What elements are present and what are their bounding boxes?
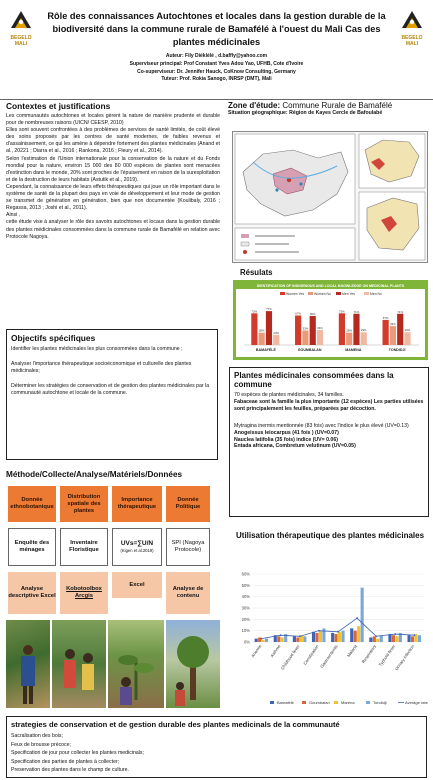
- bar: [395, 636, 398, 642]
- poster-title: Rôle des connaissances Autochtones et locales dans la gestion durable de la biodiversité dans la commune rurale de Bamafélé à l'ouest du Mali Cas des plantes médicinales: [47, 11, 386, 47]
- average-point: [280, 634, 282, 636]
- bar: [296, 637, 299, 642]
- method-heading: Méthode/Collecte/Analyse/Matériels/Données: [6, 470, 183, 479]
- context-section: [6, 101, 220, 323]
- bar: [353, 314, 359, 345]
- therapeutic-heading: Utilisation thérapeutique des plantes médicinales: [236, 531, 425, 540]
- bar: [376, 639, 379, 642]
- field-photo: [6, 620, 50, 708]
- bar: [312, 632, 315, 642]
- legend-swatch: [270, 701, 274, 704]
- y-tick-label: 50%: [241, 582, 250, 588]
- bar: [258, 637, 261, 642]
- bar: [302, 330, 308, 345]
- legend-label: Tondidji: [373, 700, 387, 705]
- strategy-item: Specification des parties de plantes à collecter;: [11, 758, 120, 765]
- data-label: 77%: [266, 307, 272, 312]
- author-line: Auteur: Fily Diéklélé , d.baffly@yahoo.com: [165, 53, 268, 59]
- data-label: 67%: [295, 311, 301, 316]
- y-tick-label: 20%: [241, 616, 250, 622]
- legend-label: Men Yes: [342, 292, 356, 296]
- logo-right-text: BEGELO MALI: [401, 35, 423, 47]
- bar: [411, 636, 414, 642]
- data-label: 29%: [404, 328, 411, 333]
- y-tick-label: 0%: [243, 639, 250, 645]
- bar: [354, 631, 357, 642]
- category-label: Malaria: [345, 643, 358, 658]
- bar: [404, 332, 410, 345]
- objective-item: Identifier les plantes médicinales les plus consommées dans la commune ;: [11, 346, 183, 352]
- consumed-line: 70 espèces de plantes médicinales, 34 familles.: [234, 392, 344, 398]
- bar: [357, 626, 360, 642]
- average-point: [414, 634, 416, 636]
- category-label: Typhoid fever: [377, 643, 397, 668]
- legend-label: Men No: [370, 292, 382, 296]
- bar: [295, 316, 301, 345]
- category-label: Gastroenteritis: [319, 643, 339, 669]
- objectives-box: [6, 329, 218, 460]
- logo-right: [399, 8, 425, 47]
- y-tick-label: 30%: [241, 605, 250, 611]
- context-paragraph: Elles sont souvent confrontées à des problèmes de services de santé limités, de coût élevé des soins proposés par les centres de santé modernes, de faibles revenus et d'assainissement, ce qui les amène à dépendre fortement des plantes médicinales (Anand et al., 20221 ; Diarra et al., 2016 ; Rankona, 2016 ; Fleury et al., 2014).: [6, 127, 220, 155]
- average-point: [318, 630, 320, 632]
- method-tile-enquete: Enquête des ménages: [8, 528, 56, 566]
- uvs-citation: (Kigen et al.2019): [120, 548, 154, 553]
- consumed-line: Anogeissus leiocarpus (41 fois ) (UV=0.07): [234, 429, 339, 436]
- bar: [335, 634, 338, 642]
- poster-header: [0, 0, 433, 97]
- data-label: 71%: [353, 309, 360, 314]
- person-icon: [6, 620, 50, 708]
- legend-swatch: [366, 701, 370, 704]
- context-body: [6, 113, 220, 241]
- consumed-line: Entada africana, Combretum velutinum (UV=0.05): [234, 443, 356, 450]
- category-label: MAMENA: [345, 348, 362, 352]
- average-point: [337, 631, 339, 633]
- data-label: 71%: [397, 309, 403, 314]
- field-photo: [108, 620, 164, 708]
- legend-label: Women No: [314, 292, 331, 296]
- strategy-item: Feux de brousse précoce;: [11, 741, 71, 748]
- y-tick-label: 40%: [241, 594, 250, 600]
- data-label: 28%: [346, 328, 352, 333]
- context-paragraph: Cependant, la connaissance de leurs effets thérapeutiques qui joue un rôle important dans le système de santé de la plupart des pays en voie de développement et leur mode de gestion se transmet de génération en génération, bien que non documentée (Koulibaly, 2016 ; Regassa, 2013 ; Joshi et al., 2011).: [6, 183, 220, 212]
- data-label: 72%: [251, 309, 258, 314]
- bar: [407, 635, 410, 642]
- method-tile-uvs: [112, 528, 162, 566]
- legend-swatch: [336, 292, 341, 295]
- bar: [277, 636, 280, 642]
- zone-heading-label: Zone d'étude:: [228, 101, 281, 110]
- zone-subtitle: Situation géographique: Région de Kayes Cercle de Bafoulabé: [228, 110, 383, 116]
- legend-swatch: [334, 701, 338, 704]
- average-point: [394, 633, 396, 635]
- category-label: TONDIDJI: [388, 348, 406, 352]
- zone-heading-value: Commune Rurale de Bamafélé: [280, 101, 393, 110]
- category-label: Constipation: [302, 643, 320, 666]
- legend-label: Average rate: [405, 700, 428, 705]
- bar: [338, 632, 341, 642]
- chart-knowledge-title: IDENTIFICATION OF INDIGENOUS AND LOCAL KNOWLEDGE ON MEDICINAL PLANTS: [236, 283, 425, 289]
- data-label: 57%: [382, 315, 389, 320]
- objectives-heading: Objectifs spécifiques: [11, 333, 96, 343]
- objectives-list: [11, 346, 213, 397]
- bar: [259, 333, 265, 345]
- people-icon: [52, 620, 106, 708]
- bar: [397, 314, 403, 345]
- data-label: 33%: [302, 326, 309, 331]
- chart-therapeutic-svg: [232, 566, 428, 710]
- bar: [266, 311, 272, 345]
- bar: [369, 637, 372, 642]
- bar: [265, 639, 268, 642]
- context-paragraph: cette étude vise à analyser le rôle des savoirs autochtones et locaux dans la gestion durable des plantes médicinales consommées dans la commune rurale de Bamafélé en relation avec Protocole Nagoya.: [6, 219, 220, 240]
- method-tile-ethnobotanique: Donnée ethnobotanique: [8, 486, 56, 522]
- bar: [388, 634, 391, 642]
- legend-label: Maréna: [341, 700, 355, 705]
- bar: [293, 636, 296, 642]
- chart-therapeutic: [232, 566, 428, 710]
- zone-map: [232, 131, 428, 263]
- category-label: Respiratory: [360, 643, 378, 665]
- map-icon: [233, 132, 429, 264]
- bar: [310, 316, 316, 345]
- bar: [373, 636, 376, 642]
- strategies-box: [6, 716, 427, 778]
- context-paragraph: Ainsi ,: [6, 212, 21, 219]
- average-point: [261, 638, 263, 640]
- method-tile-kobotoolbox: Kobotoolbox Arcgis: [60, 572, 108, 614]
- bar: [390, 326, 396, 345]
- category-label: Asthme: [269, 643, 282, 659]
- bar: [281, 637, 284, 642]
- method-tile-importance: Importance thérapeutique: [112, 486, 162, 522]
- consumed-line: Mytragina inermis mentionnée (83 fois) avec l'indice le plus élevé (UV=0.13): [234, 422, 409, 429]
- supervisor-line: Superviseur principal: Prof Constant Yves Adou Yao, UFHB, Cote d'Ivoire: [129, 60, 304, 67]
- method-tile-analyse-contenu: Analyse de contenu: [166, 572, 210, 614]
- results-heading: Résulats: [240, 268, 273, 277]
- data-label: 43%: [390, 322, 396, 327]
- bar: [255, 639, 258, 642]
- bar: [273, 335, 279, 345]
- category-label: Urinary infection: [393, 643, 416, 672]
- context-paragraph: Les communautés autochtones et locales gèrent la nature de manière prudente et durable pour de nombreuses raisons (UICN/ CEESP, 2010): [6, 113, 220, 127]
- method-tile-analyse-descriptive: Analyse descriptive Excel: [8, 572, 56, 614]
- logo-left-text: BEGELO MALI: [10, 35, 32, 47]
- bar: [350, 628, 353, 642]
- method-tile-distribution: Distribution spatiale des plantes: [60, 486, 108, 522]
- bar: [317, 330, 323, 345]
- consumed-heading: Plantes médicinales consommées dans la commune: [234, 371, 394, 389]
- average-point: [356, 617, 358, 619]
- category-label: Childhood fever: [279, 643, 301, 671]
- uvs-formula: UVs=∑U/N: [120, 540, 154, 547]
- author-block: [40, 53, 393, 84]
- bar: [361, 588, 364, 642]
- bar: [346, 333, 352, 345]
- logo-left-icon: [8, 8, 34, 30]
- bar: [319, 631, 322, 642]
- co-supervisor-line: Co-superviseur: Dr. Jennifer Hauck, CoKnow Consulting, Germany: [137, 68, 296, 75]
- y-tick-label: 60%: [241, 571, 250, 577]
- tree-icon: [166, 620, 220, 708]
- bar: [262, 640, 265, 642]
- bar: [331, 633, 334, 642]
- zone-heading: [228, 101, 428, 110]
- plant-icon: [108, 620, 164, 708]
- context-heading: Contextes et justifications: [6, 101, 111, 111]
- category-label: Anemie: [250, 643, 263, 659]
- method-tile-inventaire: Inventaire Floristique: [60, 528, 108, 566]
- average-point: [299, 635, 301, 637]
- chart-knowledge: [233, 280, 428, 360]
- legend-label: Women Yes: [286, 292, 305, 296]
- strategies-heading: strategies de conservation et de gestion durable des plantes medicinals de la communauté: [11, 720, 340, 729]
- tutor-line: Tuteur: Prof. Rokia Sanogo, INRSP (DMT), Mali: [161, 76, 272, 83]
- header-divider: [0, 99, 433, 100]
- data-label: 34%: [317, 326, 323, 331]
- bar: [303, 636, 306, 642]
- strategy-item: Preservation des plantes dans le champ de culture.: [11, 767, 129, 773]
- bar: [418, 635, 421, 642]
- consumed-line: Nauclea latifolia (35 fois) indice (UV= 0.06): [234, 436, 338, 443]
- legend-swatch: [280, 292, 285, 295]
- consumed-box: [229, 367, 429, 517]
- legend-label: Bamafélé: [277, 700, 294, 705]
- method-tile-excel: Excel: [112, 572, 162, 598]
- logo-left: [8, 8, 34, 47]
- category-label: GOUMBALAN: [297, 348, 322, 352]
- bar: [392, 635, 395, 642]
- objective-item: Analyser l'importance thérapeutique socioéconomique et culturelle des plantes médicinales;: [11, 361, 192, 375]
- bar: [339, 313, 345, 345]
- field-photo: [166, 620, 220, 708]
- zone-section: [228, 101, 428, 117]
- data-label: 28%: [258, 328, 265, 333]
- bar: [251, 313, 257, 345]
- average-point: [375, 635, 377, 637]
- objective-item: Déterminer les stratégies de conservation et de gestion des plantes médicinales par la communauté autochtone et locale de la commune.: [11, 383, 210, 397]
- method-tile-spi: SPI (Nagoya Protocole): [166, 528, 210, 566]
- consumed-line: Fabaceae sont la famille la plus importante (12 espèces) Les parties utilisées sont principalement les feuilles, préparées par décoction.: [234, 398, 424, 412]
- legend-label: Goumbalan: [309, 700, 330, 705]
- legend-swatch: [302, 701, 306, 704]
- data-label: 29%: [360, 328, 367, 333]
- chart-knowledge-svg: [236, 289, 425, 357]
- consumed-body: [234, 392, 424, 450]
- bar: [383, 320, 389, 345]
- field-photo: [52, 620, 106, 708]
- strategy-item: Sacralisation des bois;: [11, 733, 63, 739]
- bar: [315, 633, 318, 642]
- data-label: 66%: [309, 311, 316, 316]
- bar: [361, 332, 367, 345]
- data-label: 23%: [273, 330, 280, 335]
- legend-swatch: [364, 292, 369, 295]
- legend-swatch: [308, 292, 313, 295]
- method-tile-politique: Donnée Politique: [166, 486, 210, 522]
- y-tick-label: 10%: [241, 628, 250, 634]
- logo-right-icon: [399, 8, 425, 30]
- bar: [322, 628, 325, 642]
- strategy-item: Specification de jour pour collecter les plantes medicinals;: [11, 750, 144, 756]
- category-label: BAMAFÉLÉ: [255, 348, 276, 352]
- data-label: 72%: [339, 309, 345, 314]
- context-paragraph: Selon l'estimation de l'Union internationale pour la conservation de la nature et du Fonds mondial pour la nature, environ 15 000 des 80 000 espèces de plantes sont menacées d'extinction dans le monde, 20% sont proches de l'épuisement en raison de la surexploitation et de la destruction de leurs habitats (Astutik et al., 2019).: [6, 155, 220, 183]
- bar: [341, 631, 344, 642]
